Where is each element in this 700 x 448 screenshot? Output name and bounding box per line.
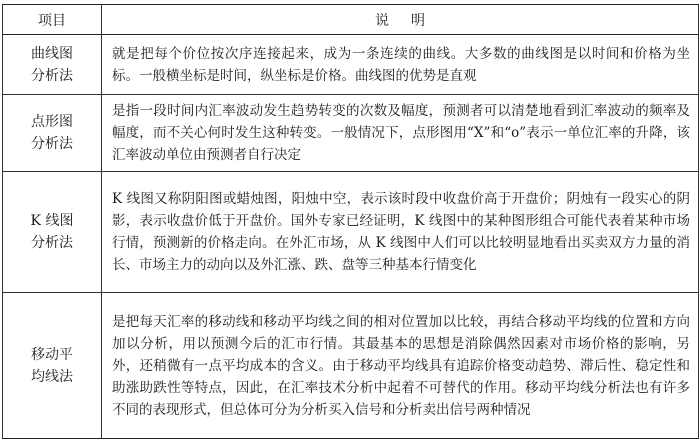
method-description: 是把每天汇率的移动线和移动平均线之间的相对位置加以比较，再结合移动平均线的位置和方向加以分析，用以预测今后的汇市行情。其最基本的思想是消除偶然因素对市场价格的影响，另外，还稍微有一点平均成本的含义。由于移动平均线具有追踪价格变动趋势、滞后性、稳定性和助涨助跌性等特点，因此，在汇率技术分析中起着不可替代的作用。移动平均线分析法也有许多不同的表现形式，但总体可分为分析买入信号和分析卖出信号两种情况: [102, 293, 699, 439]
method-name: 点形图分析法: [31, 114, 73, 152]
method-name: K 线图分析法: [30, 213, 74, 251]
method-name-cell: [3, 293, 102, 439]
method-name-cell: [3, 95, 102, 172]
header-item: 项目: [3, 5, 102, 35]
header-description: 说明: [102, 5, 699, 35]
method-description: 是指一段时间内汇率波动发生趋势转变的次数及幅度，预测者可以清楚地看到汇率波动的频率及幅度，而不关心何时发生这种转变。一般情况下，点形图用“X”和“o”表示一单位汇率的升降，该汇率波动单位由预测者自行决定: [102, 95, 699, 172]
method-name-cell: [3, 172, 102, 293]
table-row: [3, 95, 699, 172]
method-description: K 线图又称阴阳图或蜡烛图，阳烛中空，表示该时段中收盘价高于开盘价；阴烛有一段实心的阴影，表示收盘价低于开盘价。国外专家已经证明，K 线图中的某种图形组合可能代表着某种市场行情，预测新的价格走向。在外汇市场，从 K 线图中人们可以比较明显地看出买卖双方力量的消长、市场主力的动向以及外汇涨、跌、盘等三种基本行情变化: [102, 172, 699, 293]
table-row: [3, 293, 699, 439]
table-header-row: [3, 5, 699, 35]
analysis-methods-table: [2, 4, 699, 439]
method-name: 移动平均线法: [31, 346, 73, 385]
method-name-cell: [3, 35, 102, 95]
method-description: 就是把每个价位按次序连接起来，成为一条连续的曲线。大多数的曲线图是以时间和价格为坐标。一般横坐标是时间，纵坐标是价格。曲线图的优势是直观: [102, 35, 699, 95]
table-row: [3, 35, 699, 95]
method-name: 曲线图分析法: [31, 45, 73, 84]
table-row: [3, 172, 699, 293]
